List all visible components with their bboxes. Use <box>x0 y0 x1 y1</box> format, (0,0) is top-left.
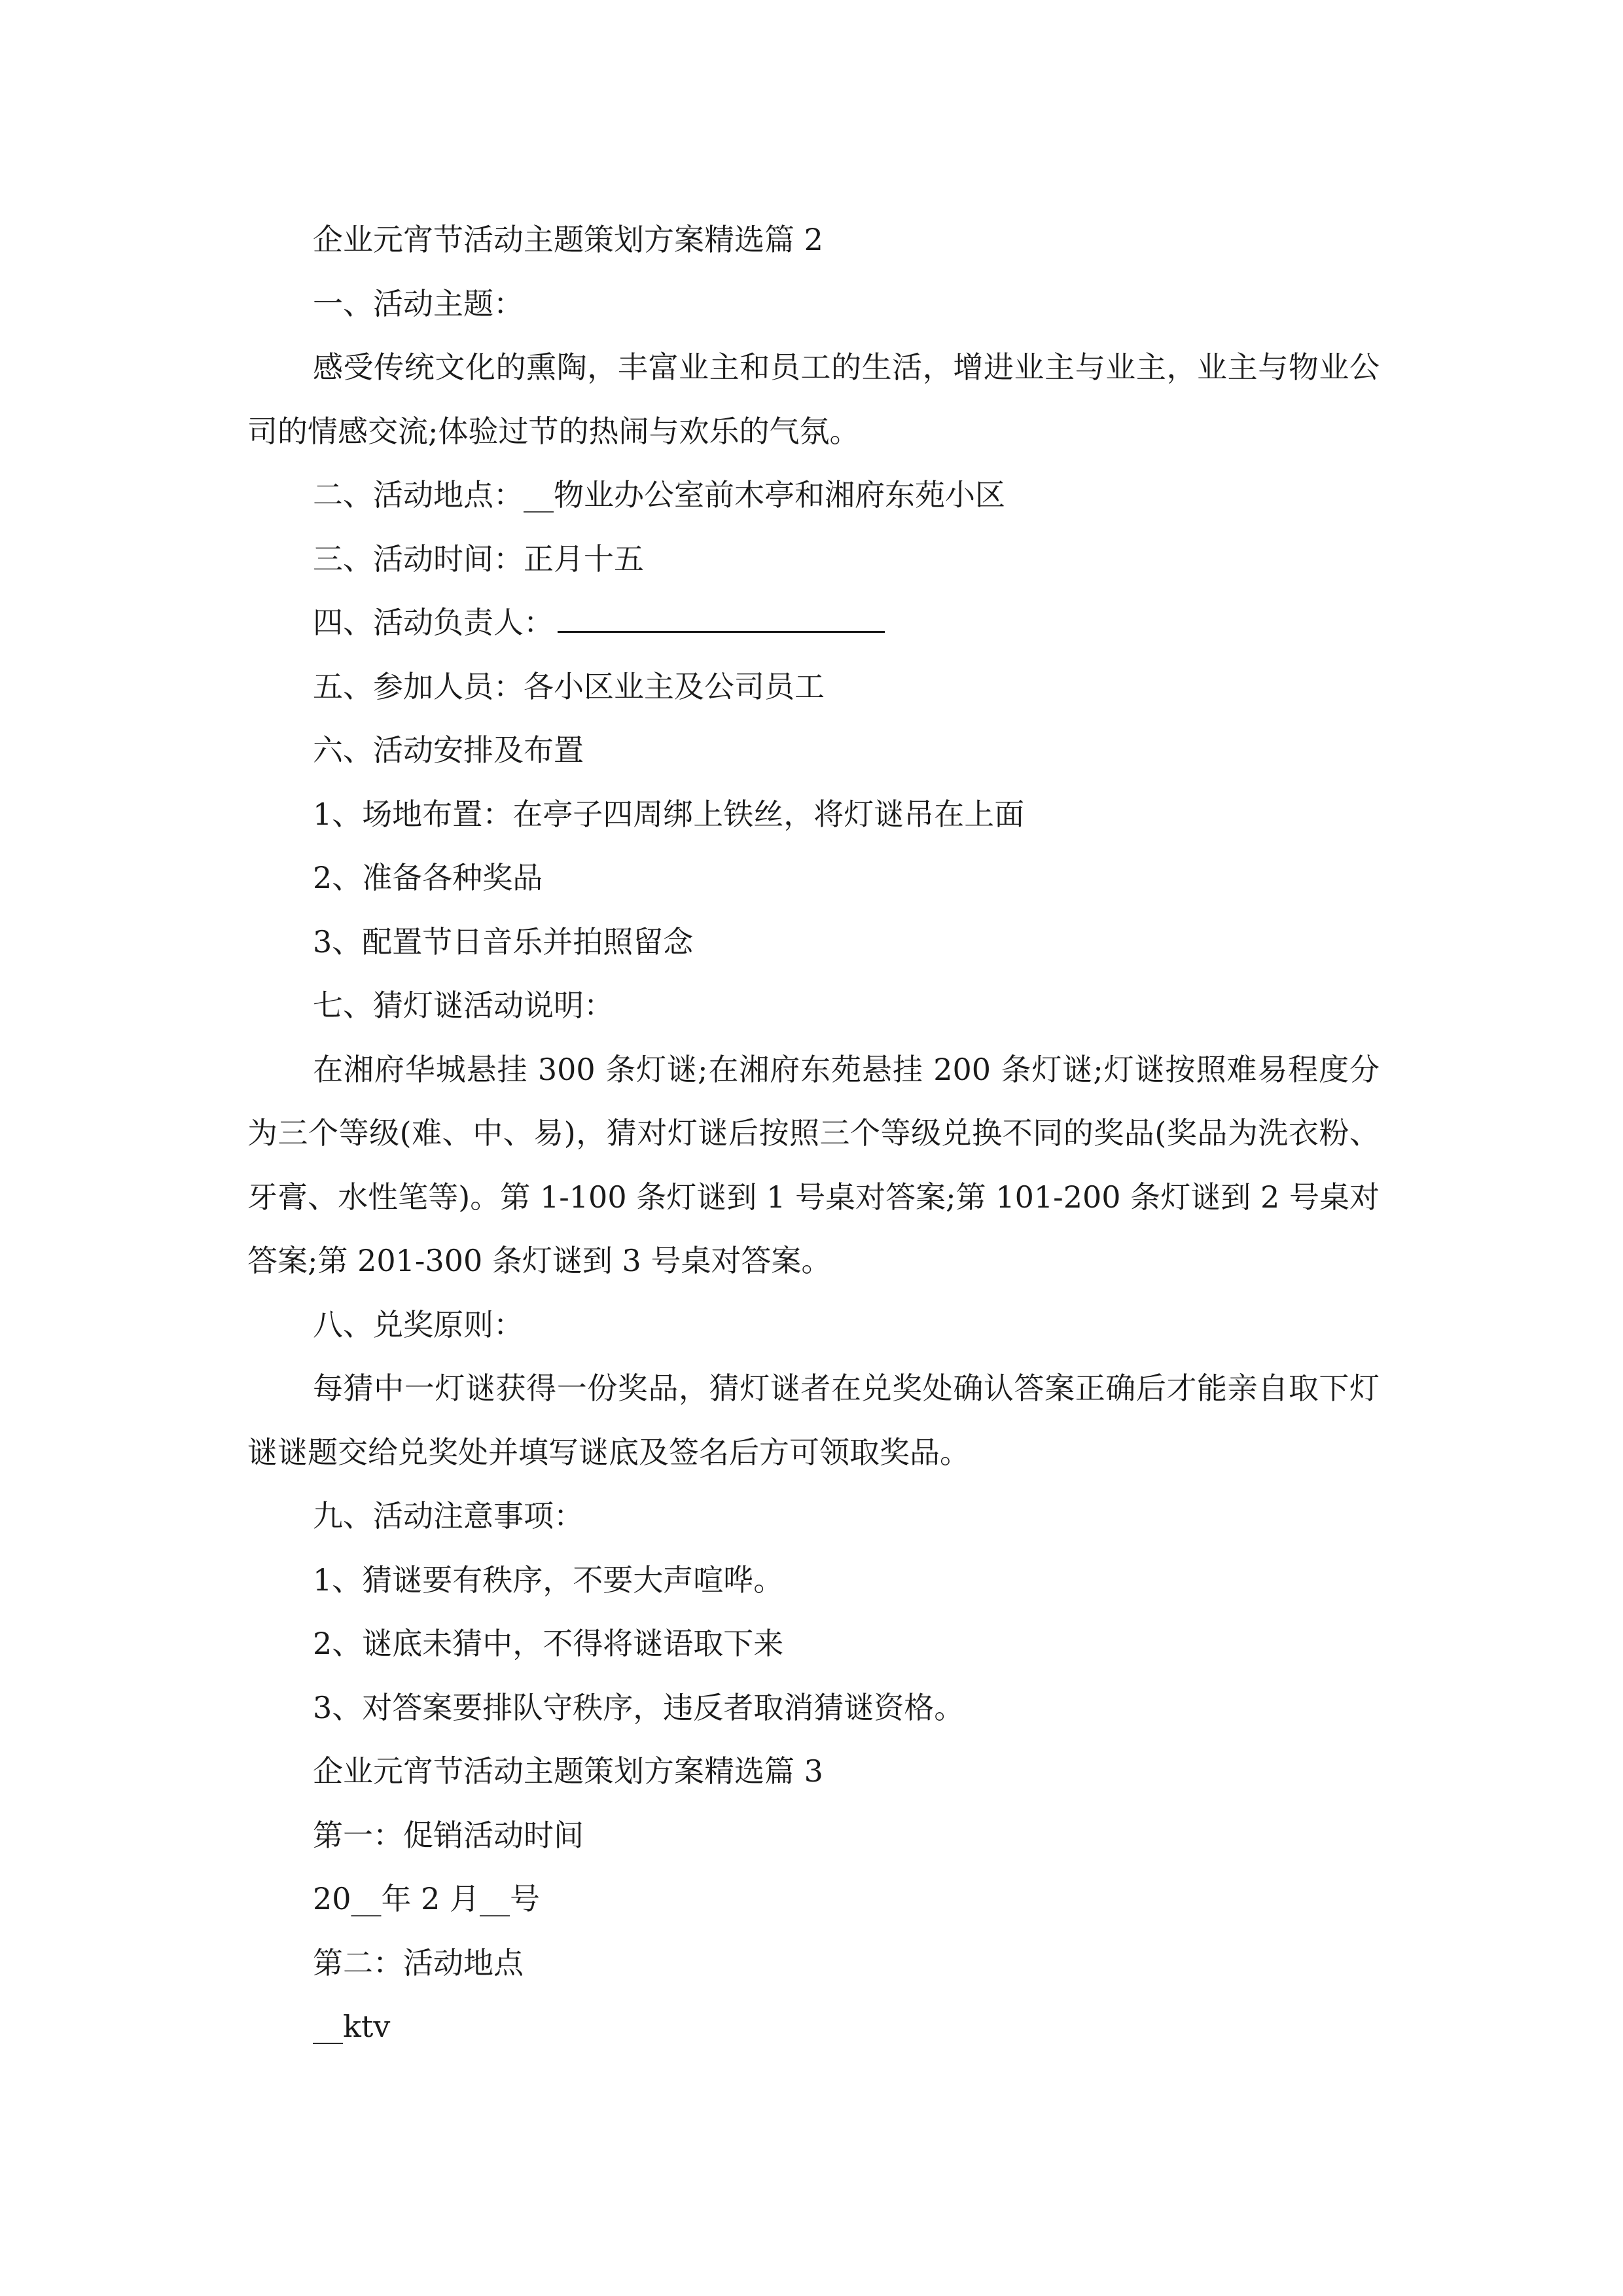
item-9-sub-2: 2、谜底未猜中，不得将谜语取下来 <box>313 1626 784 1661</box>
item-1-body: 感受传统文化的熏陶，丰富业主和员工的生活，增进业主与业主，业主与物业公司的情感交流;体验过节的热闹与欢乐的气氛。 <box>247 350 1380 449</box>
item-9-heading: 九、活动注意事项： <box>313 1498 584 1534</box>
section-3-first-value: 20__年 2 月__号 <box>313 1881 541 1916</box>
item-4-label: 四、活动负责人： <box>313 605 554 640</box>
document-body <box>247 208 1380 2059</box>
item-4-owner <box>247 591 1380 655</box>
item-8-heading: 八、兑奖原则： <box>313 1306 524 1342</box>
item-6-sub-3: 3、配置节日音乐并拍照留念 <box>313 924 694 960</box>
section-3-second-value: __ktv <box>313 2009 391 2044</box>
section-3-title: 企业元宵节活动主题策划方案精选篇 3 <box>313 1753 823 1789</box>
item-9-sub-3: 3、对答案要排队守秩序，违反者取消猜谜资格。 <box>313 1689 965 1725</box>
item-6-sub-1: 1、场地布置：在亭子四周绑上铁丝，将灯谜吊在上面 <box>313 796 1025 832</box>
owner-blank-line <box>558 597 885 633</box>
section-3-second-heading: 第二：活动地点 <box>313 1945 524 1981</box>
item-7-heading: 七、猜灯谜活动说明： <box>313 988 614 1023</box>
item-1-heading: 一、活动主题： <box>313 285 524 321</box>
item-5-participants: 五、参加人员：各小区业主及公司员工 <box>313 668 825 704</box>
section-2-title: 企业元宵节活动主题策划方案精选篇 2 <box>313 222 823 257</box>
item-2-location: 二、活动地点：__物业办公室前木亭和湘府东苑小区 <box>313 477 1005 512</box>
item-9-sub-1: 1、猜谜要有秩序，不要大声喧哗。 <box>313 1562 784 1598</box>
section-3-first-heading: 第一：促销活动时间 <box>313 1817 584 1853</box>
item-6-sub-2: 2、准备各种奖品 <box>313 860 543 895</box>
item-6-heading: 六、活动安排及布置 <box>313 732 584 768</box>
item-8-body: 每猜中一灯谜获得一份奖品，猜灯谜者在兑奖处确认答案正确后才能亲自取下灯谜谜题交给兑奖处并填写谜底及签名后方可领取奖品。 <box>247 1371 1380 1470</box>
item-7-body: 在湘府华城悬挂 300 条灯谜;在湘府东苑悬挂 200 条灯谜;灯谜按照难易程度分为三个等级(难、中、易)，猜对灯谜后按照三个等级兑换不同的奖品(奖品为洗衣粉、牙膏、水性笔等)。第 1-100 条灯谜到 1 号桌对答案;第 101-200 条灯谜到 2 号桌对答案;第 201-300 条灯谜到 3 号桌对答案。 <box>247 1051 1380 1278</box>
item-3-time: 三、活动时间：正月十五 <box>313 541 644 577</box>
